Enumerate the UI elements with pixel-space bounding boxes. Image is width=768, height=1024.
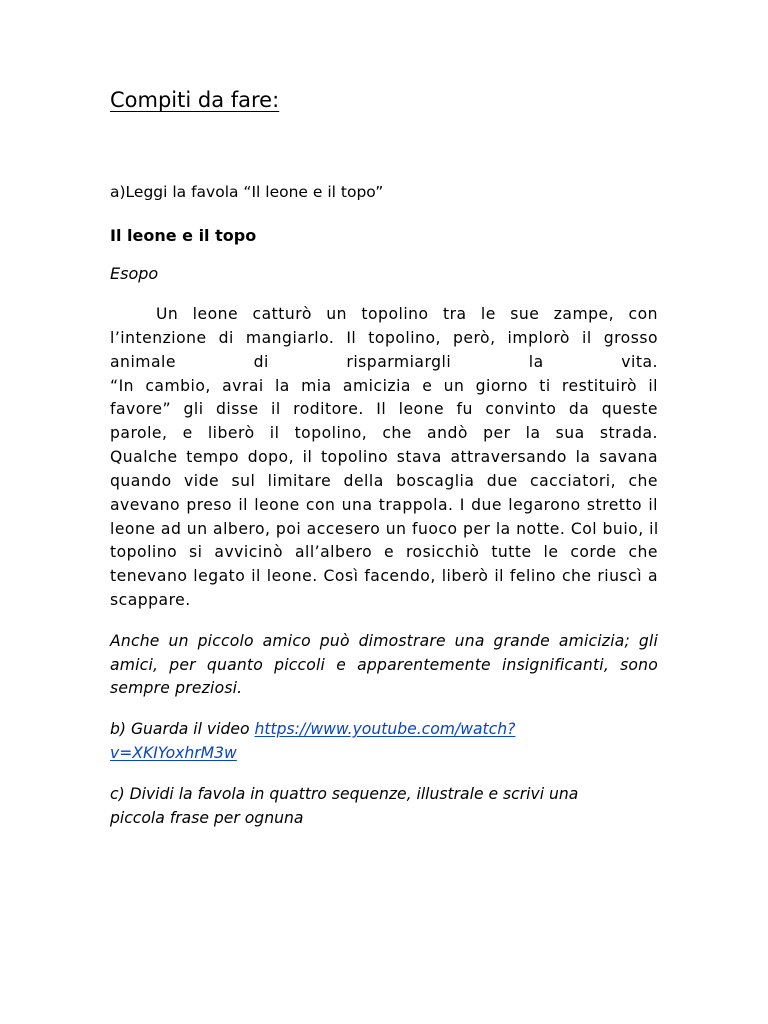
task-b-prefix: b) Guarda il video: [110, 720, 255, 738]
story-line: quando vide sul limitare della boscaglia due cacciatori, che: [110, 471, 658, 490]
story-line: avevano preso il leone con una trappola. I due legarono stretto il: [110, 495, 658, 514]
task-c-instruction: [110, 783, 658, 830]
page-title: Compiti da fare:: [110, 88, 280, 112]
story-moral: [110, 630, 658, 701]
story-line: scappare.: [110, 591, 191, 610]
task-c-line: piccola frase per ognuna: [110, 808, 304, 827]
moral-line: sempre preziosi.: [110, 679, 243, 697]
story-line: tenevano legato il leone. Così facendo, liberò il felino che riuscì a: [110, 567, 658, 586]
story-line: parole, e liberò il topolino, che andò per la sua strada.: [110, 424, 658, 443]
story-line: topolino si avvicinò all’albero e rosicchiò tutte le corde che: [110, 543, 658, 562]
story-line: Qualche tempo dopo, il topolino stava attraversando la savana: [110, 448, 658, 467]
task-b-instruction: [110, 718, 658, 765]
task-a-instruction: a)Leggi la favola “Il leone e il topo”: [110, 183, 384, 201]
story-line: l’intenzione di mangiarlo. Il topolino, però, implorò il grosso: [110, 328, 658, 347]
story-title: Il leone e il topo: [110, 226, 257, 245]
story-line: favore” gli disse il roditore. Il leone fu convinto da queste: [110, 400, 658, 419]
moral-line: amici, per quanto piccoli e apparentemente insignificanti, sono: [110, 655, 658, 674]
video-link-part2[interactable]: v=XKIYoxhrM3w: [110, 743, 237, 762]
story-author: Esopo: [110, 264, 159, 283]
task-c-line: c) Dividi la favola in quattro sequenze, illustrale e scrivi una: [110, 785, 579, 803]
story-line: animale di risparmiargli la vita.: [110, 352, 658, 371]
story-line: Un leone catturò un topolino tra le sue zampe, con: [156, 305, 658, 323]
story-line: leone ad un albero, poi accesero un fuoco per la notte. Col buio, il: [110, 519, 659, 538]
moral-line: Anche un piccolo amico può dimostrare una grande amicizia; gli: [110, 632, 658, 650]
story-body: [110, 303, 658, 613]
video-link-part1[interactable]: https://www.youtube.com/watch?: [254, 720, 516, 738]
story-line: “In cambio, avrai la mia amicizia e un giorno ti restituirò il: [110, 376, 658, 395]
